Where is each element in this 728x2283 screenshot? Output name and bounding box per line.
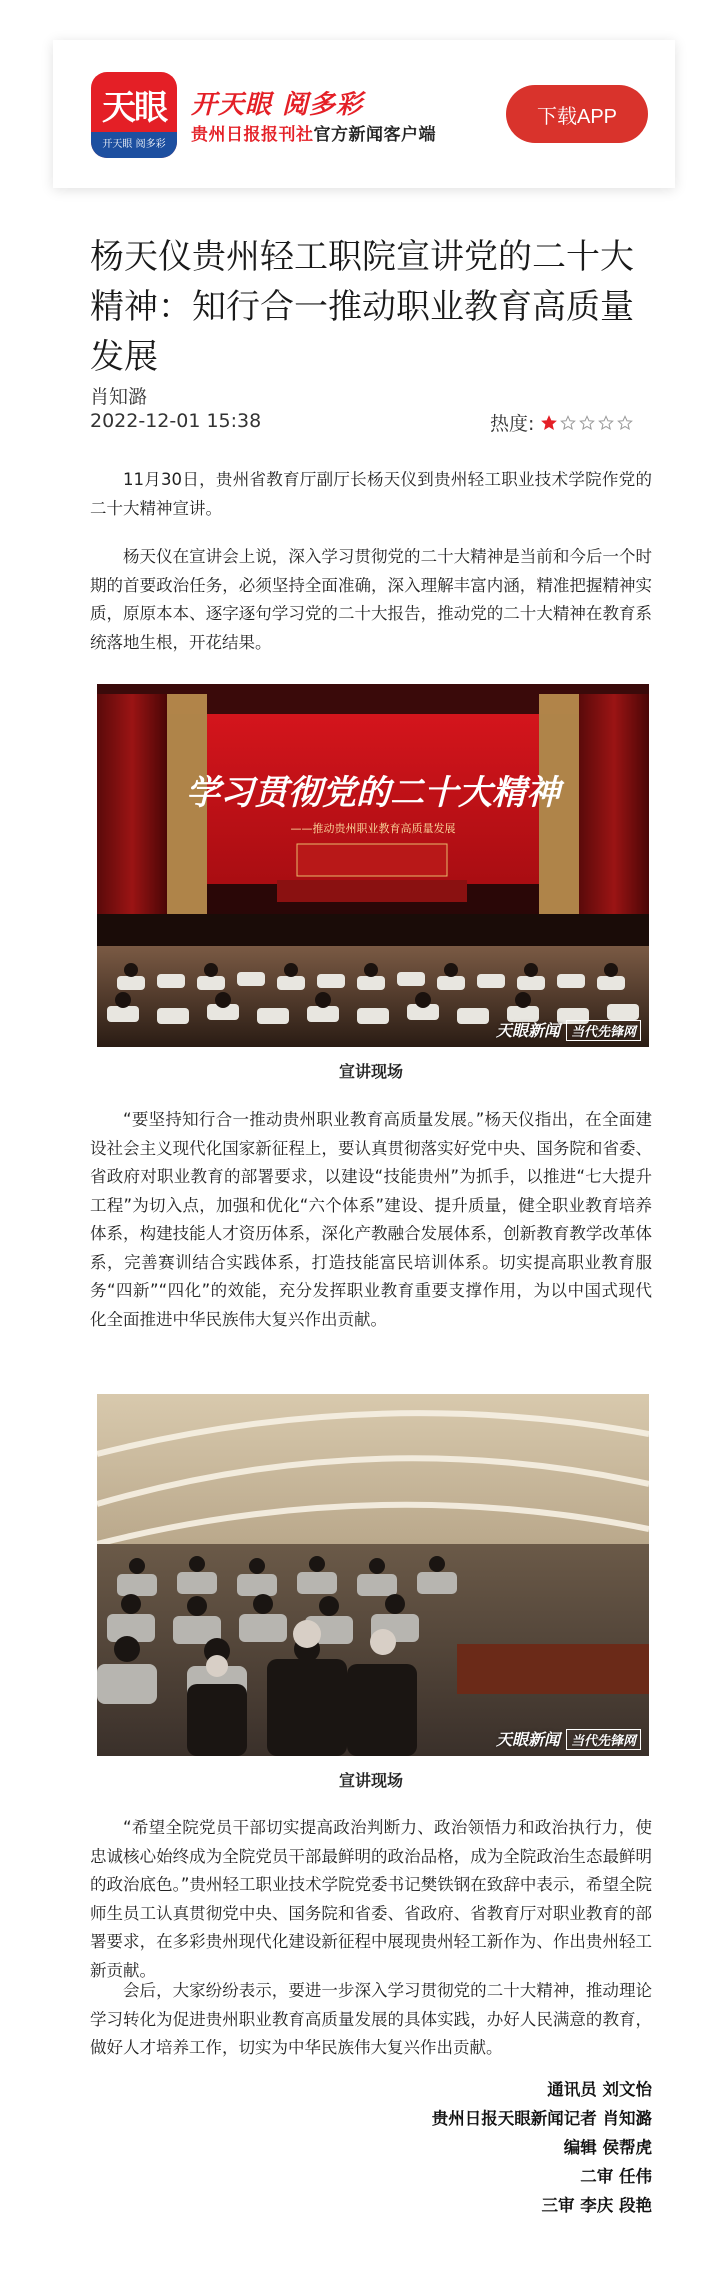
- download-app-button[interactable]: 下载APP: [506, 85, 648, 143]
- article-credits: [432, 2075, 652, 2220]
- star-empty-icon: [579, 415, 595, 431]
- app-logo: [91, 72, 177, 158]
- paragraph-4: “希望全院党员干部切实提高政治判断力、政治领悟力和政治执行力，使忠诚核心始终成为全院党员干部最鲜明的政治品格，成为全院政治生态最鲜明的政治底色。”贵州轻工职业技术学院党委书记樊铁钢在致辞中表示，希望全院师生员工认真贯彻党中央、国务院和省委、省政府、省教育厅对职业教育的部署要求，在多彩贵州现代化建设新征程中展现贵州轻工新作为、作出贵州轻工新贡献。: [90, 1818, 652, 1980]
- article-author: 肖知潞: [90, 386, 148, 408]
- paragraph-2: 杨天仪在宣讲会上说，深入学习贯彻党的二十大精神是当前和今后一个时期的首要政治任务，必须坚持全面准确，深入理解丰富内涵，精准把握精神实质，原原本本、逐字逐句学习党的二十大报告，推动党的二十大精神在教育系统落地生根，开花结果。: [90, 547, 652, 652]
- photo-watermark: 天眼新闻 当代先锋网: [496, 1018, 641, 1041]
- photo-caption-1: 宣讲现场: [338, 1062, 403, 1081]
- photo-audience-hall: [97, 1394, 649, 1756]
- credit-line: 二审 任伟: [580, 2167, 652, 2186]
- heat-stars: [538, 415, 633, 431]
- star-empty-icon: [598, 415, 614, 431]
- star-empty-icon: [560, 415, 576, 431]
- article-title: 杨天仪贵州轻工职院宣讲党的二十大精神：知行合一推动职业教育高质量发展: [90, 237, 634, 377]
- logo-text: 天眼: [102, 88, 166, 128]
- brand-slogan: 开天眼 阅多彩: [191, 90, 364, 120]
- photo-caption-2: 宣讲现场: [338, 1771, 403, 1790]
- credit-line: 编辑 侯帮虎: [563, 2138, 652, 2157]
- app-banner: [53, 40, 675, 188]
- star-filled-icon: [541, 415, 557, 431]
- heat-label: 热度:: [490, 413, 535, 435]
- logo-subtext: 开天眼 阅多彩: [91, 132, 177, 158]
- credit-line: 通讯员 刘文怡: [547, 2080, 652, 2099]
- screen-subtitle: ——推动贵州职业教育高质量发展: [290, 822, 456, 835]
- publisher-desc: 官方新闻客户端: [313, 125, 436, 145]
- publisher-name: 贵州日报报刊社: [191, 125, 314, 145]
- brand-publisher: [191, 120, 436, 145]
- paragraph-3: “要坚持知行合一推动贵州职业教育高质量发展。”杨天仪指出，在全面建设社会主义现代化国家新征程上，要认真贯彻落实好党中央、国务院和省委、省政府对职业教育的部署要求，以建设“技能贵州”为抓手，以推进“七大提升工程”为切入点，加强和优化“六个体系”建设、提升质量，健全职业教育培养体系，构建技能人才资历体系，深化产教融合发展体系，创新教育教学改革体系，完善赛训结合实践体系，打造技能富民培训体系。切实提高职业教育服务“四新”“四化”的效能，充分发挥职业教育重要支撑作用，为以中国式现代化全面推进中华民族伟大复兴作出贡献。: [90, 1110, 652, 1329]
- paragraph-5: 会后，大家纷纷表示，要进一步深入学习贯彻党的二十大精神，推动理论学习转化为促进贵州职业教育高质量发展的具体实践，办好人民满意的教育，做好人才培养工作，切实为中华民族伟大复兴作出贡献。: [90, 1981, 652, 2057]
- stage-photo-illustration: [97, 684, 649, 1047]
- article-datetime: 2022-12-01 15:38: [90, 410, 262, 432]
- hall-photo-illustration: [97, 1394, 649, 1756]
- credit-line: 三审 李庆 段艳: [541, 2196, 652, 2215]
- paragraph-1: 11月30日，贵州省教育厅副厅长杨天仪到贵州轻工职业技术学院作党的二十大精神宣讲。: [90, 470, 652, 518]
- photo-watermark-2: 天眼新闻 当代先锋网: [496, 1727, 641, 1750]
- photo-lecture-stage: [97, 684, 649, 1047]
- star-empty-icon: [617, 415, 633, 431]
- screen-title: 学习贯彻党的二十大精神: [186, 773, 560, 813]
- heat-rating: [490, 409, 633, 436]
- credit-line: 贵州日报天眼新闻记者 肖知潞: [431, 2109, 652, 2128]
